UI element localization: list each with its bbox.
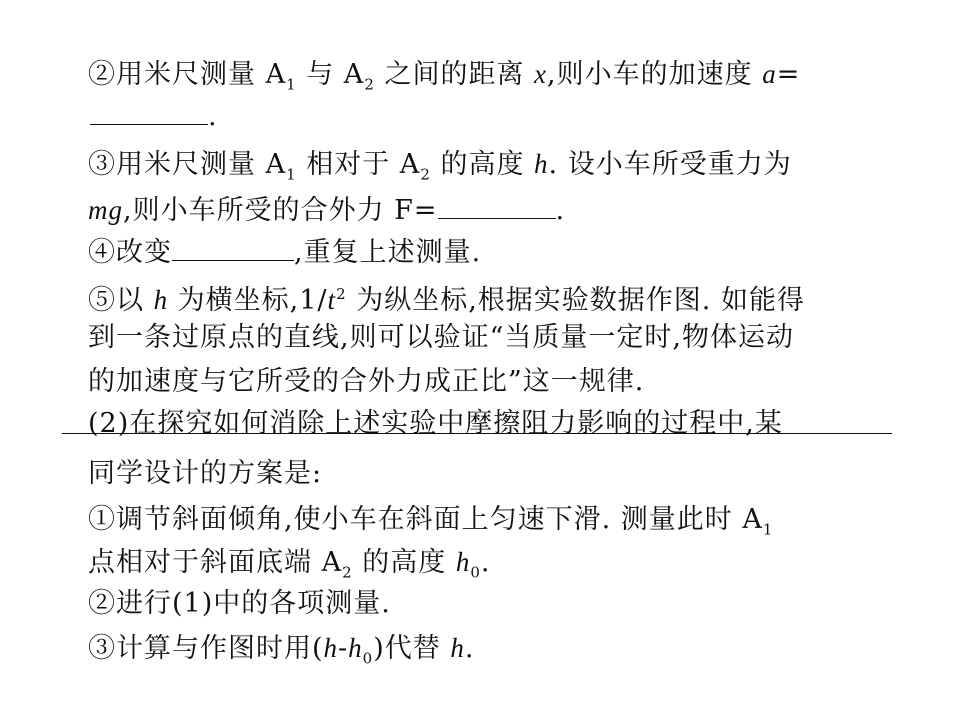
subscript: 1 (286, 165, 297, 184)
text: ,则小车的加速度 (547, 59, 763, 90)
step3-line2 (88, 190, 565, 229)
variable-h: h (534, 149, 549, 179)
period: . (464, 633, 475, 664)
variable-h: h (323, 633, 339, 663)
text: ③计算与作图时用( (88, 633, 324, 664)
text: 为纵坐标,根据实验数据作图. 如能得 (346, 285, 805, 316)
step4-line (88, 232, 481, 271)
subscript: 2 (342, 563, 353, 582)
section-divider (62, 433, 892, 434)
part2-step3-line (88, 630, 474, 676)
text: 与 A (296, 59, 365, 90)
variable-h: h (450, 633, 465, 663)
text: ①调节斜面倾角,使小车在斜面上匀速下滑. 测量此时 A (88, 504, 763, 535)
text: 之间的距离 (374, 59, 535, 90)
part2-step2-line (88, 586, 391, 622)
period: . (208, 101, 218, 132)
variable-x: x (534, 59, 548, 89)
text: ③用米尺测量 A (88, 149, 287, 180)
minus-sign: - (338, 633, 349, 664)
text: ⑤以 (88, 285, 154, 316)
text: 到一条过原点的直线,则可以验证“当质量一定时,物体运动 (88, 322, 794, 353)
text: 点相对于斜面底端 A (88, 547, 343, 578)
variable-h0: h (348, 633, 363, 663)
subscript: 1 (762, 520, 774, 539)
subscript: 2 (364, 75, 375, 94)
answer-blank-acceleration[interactable] (90, 96, 208, 125)
text: 的加速度与它所受的合外力成正比”这一规律. (88, 366, 645, 397)
period: . (555, 195, 566, 226)
part2-step1-line1 (88, 502, 773, 547)
variable-t: t (327, 285, 337, 315)
part2-intro-line1 (88, 406, 783, 442)
step5-line2 (88, 320, 794, 356)
variable-a: a (762, 59, 777, 89)
text: ②用米尺测量 A (88, 59, 287, 90)
variable-mg: mg (88, 195, 123, 225)
text: 的高度 (430, 149, 535, 180)
text: ,则小车所受的合外力 F= (123, 195, 438, 226)
part2-step1-line2 (88, 544, 490, 590)
step3-line1 (88, 146, 792, 192)
subscript: 2 (420, 165, 431, 184)
step5-line3 (88, 364, 644, 400)
superscript: 2 (336, 285, 347, 303)
step5-line1 (88, 276, 805, 319)
subscript: 1 (286, 75, 297, 94)
equals-sign: = (776, 59, 801, 90)
text: 为横坐标,1/ (168, 285, 328, 316)
answer-blank-force[interactable] (438, 190, 556, 219)
text: 相对于 A (296, 149, 421, 180)
part2-intro-line2 (88, 456, 322, 492)
variable-h: h (153, 285, 169, 315)
text: 的高度 (352, 547, 456, 578)
subscript: 0 (470, 563, 481, 582)
text: . 设小车所受重力为 (548, 149, 792, 180)
subscript: 0 (362, 649, 374, 668)
text: )代替 (373, 633, 451, 664)
text: ②进行(1)中的各项测量. (88, 588, 391, 619)
text: (2)在探究如何消除上述实验中摩擦阻力影响的过程中,某 (88, 408, 783, 439)
step2-line2 (90, 96, 218, 135)
text: ④改变 (88, 237, 172, 268)
answer-blank-change[interactable] (172, 232, 294, 261)
period: . (480, 547, 491, 578)
variable-h0: h (455, 547, 471, 577)
text: 同学设计的方案是: (88, 458, 323, 489)
text: ,重复上述测量. (294, 237, 482, 268)
